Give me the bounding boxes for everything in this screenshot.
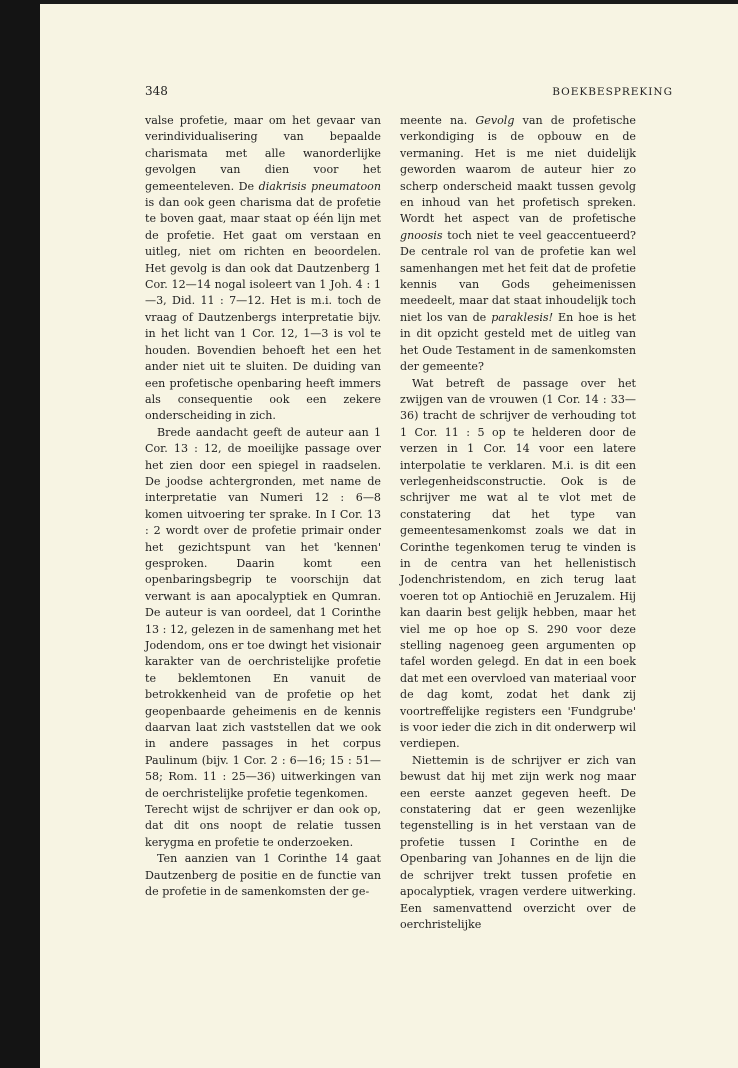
italic-term: Gevolg <box>475 114 515 127</box>
text-run: valse profetie, maar om het gevaar van verindividualisering van bepaalde charismata met alle wanorderlijke gevolgen van dien voor het gemeenteleven. De <box>145 114 381 193</box>
text-run: En hoe is het in dit opzicht gesteld met de uitleg van het Oude Testament in de samenkomsten der gemeente? <box>400 310 636 374</box>
paragraph <box>400 113 636 376</box>
paragraph <box>400 376 636 753</box>
paragraph <box>145 802 381 851</box>
text-run: Terecht wijst de schrijver er dan ook op, dat dit ons noopt de relatie tussen kerygma en profetie te onderzoeken. <box>145 803 381 849</box>
text-run: toch niet te veel geaccentueerd? De centrale rol van de profetie kan wel samenhangen met het feit dat de profetie kennis van Gods geheimenissen meedeelt, maar dat staat inhoudelijk toch niet los van de <box>400 228 636 324</box>
text-run: Wat betreft de passage over het zwijgen van de vrouwen (1 Cor. 14 : 33—36) tracht de schrijver de verhouding tot 1 Cor. 11 : 5 op te helderen door de verzen in 1 Cor. 14 voor een latere interpolatie te verklaren. M.i. is dit een verlegenheidsconstructie. Ook is de schrijver me wat al te vlot met de constatering dat het type van gemeentesamenkomst zoals we dat in Corinthe tegenkomen terug te vinden is in de centra van het hellenistisch Jodenchristendom, en zich terug laat voeren tot op Antiochië en Jeruzalem. Hij kan daarin best gelijk hebben, maar het viel me op hoe op S. 290 voor deze stelling nagenoeg geen argumenten op tafel worden gelegd. En dat in een boek dat met een overvloed van materiaal voor de dag komt, zodat het dank zij voortreffelijke registers een 'Fundgrube' is voor ieder die zich in dit onderwerp wil verdiepen. <box>400 376 636 751</box>
left-column <box>145 113 381 901</box>
italic-term: diakrisis pneumatoon <box>258 179 381 193</box>
text-run: meente na. <box>400 114 476 127</box>
paragraph <box>400 753 636 933</box>
text-run: Ten aanzien van 1 Corinthe 14 gaat Dautzenberg de positie en de functie van de profetie in de samenkomsten der ge- <box>145 852 381 899</box>
text-run: Brede aandacht geeft de auteur aan 1 Cor. 13 : 12, de moeilijke passage over het zien door een spiegel in raadselen. De joodse achtergronden, met name de interpretatie van Numeri 12 : 6—8 komen uitvoering ter sprake. In I Cor. 13 : 2 wordt over de profetie primair onder het gezichtspunt van het 'kennen' gesproken. Daarin komt een openbaringsbegrip te voorschijn dat verwant is aan apocalyptiek en Qumran. De auteur is van oordeel, dat 1 Corinthe 13 : 12, gelezen in de samenhang met het Jodendom, ons er toe dwingt het visionair karakter van de oerchristelijke profetie te beklemtonen En vanuit de betrokkenheid van de profetie op het geopenbaarde geheimenis en de kennis daarvan laat zich vaststellen dat we ook in andere passages in het corpus Paulinum (bijv. 1 Cor. 2 : 6—16; 15 : 51—58; Rom. 11 : 25—36) uitwerkingen van de oerchristelijke profetie tegenkomen. <box>145 425 381 800</box>
paragraph <box>145 851 381 900</box>
text-run: van de profetische verkondiging is de opbouw en de vermaning. Het is me niet duidelijk geworden waarom de auteur hier zo scherp onderscheid maakt tussen gevolg en inhoud van het profetisch spreken. Wordt het aspect van de profetische <box>400 114 636 226</box>
italic-term: gnoosis <box>400 228 443 242</box>
running-head: BOEKBESPREKING <box>552 86 673 98</box>
paragraph <box>145 425 381 802</box>
text-run: Niettemin is de schrijver er zich van bewust dat hij met zijn werk nog maar een eerste aanzet gegeven heeft. De constatering dat er geen wezenlijke tegenstelling is in het verstaan van de profetie tussen I Corinthe en de Openbaring van Johannes en de lijn die de schrijver trekt tussen profetie en apocalyptiek, vragen verdere uitwerking. Een samenvattend overzicht over de oerchristelijke <box>400 753 636 931</box>
page-number: 348 <box>145 84 168 98</box>
scan-left-edge <box>0 0 40 1068</box>
right-column <box>400 113 636 933</box>
paragraph <box>145 113 381 425</box>
scan-top-edge <box>0 0 738 4</box>
italic-term: paraklesis! <box>491 310 554 324</box>
text-run: is dan ook geen charisma dat de profetie te boven gaat, maar staat op één lijn met de profetie. Het gaat om verstaan en uitleg, niet om richten en beoordelen. Het gevolg is dan ook dat Dautzenberg 1 Cor. 12—14 nogal isoleert van 1 Joh. 4 : 1—3, Did. 11 : 7—12. Het is m.i. toch de vraag of Dautzenbergs interpretatie bijv. in het licht van 1 Cor. 12, 1—3 is vol te houden. Bovendien behoeft het een het ander niet uit te sluiten. De duiding van een profetische openbaring heeft immers als consequentie ook een zekere onderscheiding in zich. <box>145 196 381 423</box>
